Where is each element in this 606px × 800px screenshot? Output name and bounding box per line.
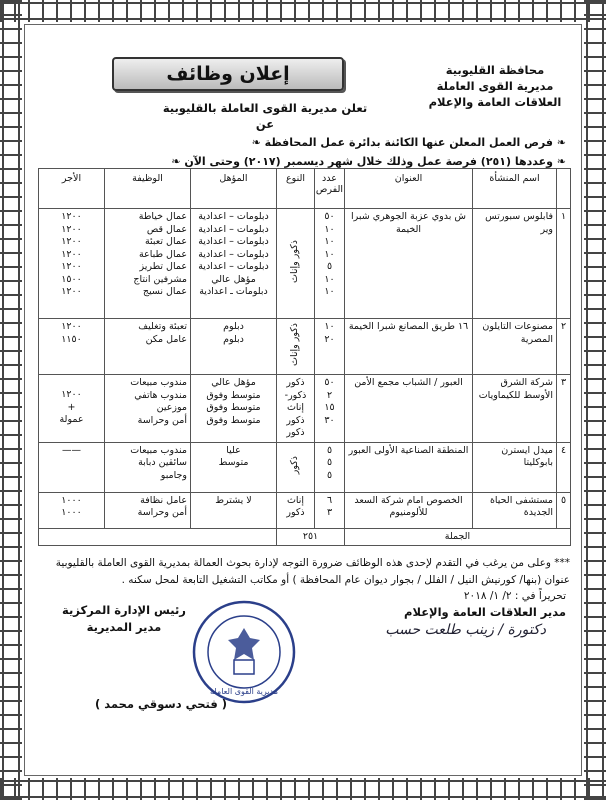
decorative-border-top [0,0,606,22]
table-header-row [39,169,571,209]
gender-text: ذكور [289,455,301,474]
table-row [39,375,571,443]
pr-director-signature: دكتورة / زينب طلعت حسب [385,622,546,638]
count-cell: ٥٠ ١٠ ١٠ ١٠ ٥ ١٠ ١٠ [315,209,345,319]
total-label: الجملة [345,528,571,546]
header-address: العنوان [345,169,473,209]
table-row [39,442,571,492]
job-cell: مندوب مبيعات سائقين دبابة وجامبو [105,442,191,492]
count-cell: ٦ ٣ [315,492,345,528]
intro-line-2: عن [255,117,275,131]
pr-director-title: مدير العلاقات العامة والإعلام [404,605,566,619]
wage-cell: ١٠٠٠ ١٠٠٠ [39,492,105,528]
header-company: اسم المنشأة [473,169,557,209]
governorate-name: محافظة القليوبية [445,63,545,77]
job-cell: عامل نظافة أمن وحراسة [105,492,191,528]
intro-block [100,100,430,132]
job-cell: تعبئة وتغليف عامل مكن [105,319,191,375]
header-gender: النوع [277,169,315,209]
row-number: ٥ [557,492,571,528]
directorate-name: مديرية القوى العاملة [436,79,554,93]
issue-date: تحريراً في : ٢/ ١/ ٢٠١٨ [463,590,566,602]
table-row [39,209,571,319]
address-cell: ١٦ طريق المصانع شبرا الخيمة [345,319,473,375]
header-count: عدد الفرص [315,169,345,209]
banner-title: إعلان وظائف [166,63,290,85]
count-line: ❧ وعددها (٢٥١) فرصة عمل وذلك خلال شهر ديسمبر (٢٠١٧) وحتى الآن ❧ [171,155,566,168]
gender-cell: ذكور ذكور-إناث ذكور ذكور [277,375,315,443]
total-row [39,528,571,546]
central-admin-signature-block [62,602,186,636]
job-cell: مندوب مبيعات مندوب هاتفي موزعين أمن وحراسة [105,375,191,443]
table-row [39,319,571,375]
address-cell: المنطقة الصناعية الأولى العبور [345,442,473,492]
wage-cell: ١٢٠٠ + عمولة [39,375,105,443]
total-value: ٢٥١ [277,528,345,546]
qualification-cell: مؤهل عالي متوسط وفوق متوسط وفوق متوسط وفوق [191,375,277,443]
organization-header [420,62,570,110]
company-cell: شركة الشرق الأوسط للكيماويات [473,375,557,443]
decorative-border-right [584,0,606,800]
company-cell: ميدل ايسترن بابوكليتا [473,442,557,492]
count-line-text: وعددها (٢٥١) فرصة عمل وذلك خلال شهر ديسمبر (٢٠١٧) وحتى الآن [184,155,553,168]
qualification-cell: لا يشترط [191,492,277,528]
central-admin-title: رئيس الإدارة المركزية [62,603,186,617]
address-cell: الخصوص امام شركة السعد للألومنيوم [345,492,473,528]
address-cell: ش بدوي عزبة الجوهري شبرا الخيمة [345,209,473,319]
wage-cell: ١٢٠٠ ١١٥٠ [39,319,105,375]
department-name: العلاقات العامة والإعلام [428,95,562,109]
count-cell: ٥٠ ٢ ١٥ ٣٠ [315,375,345,443]
wage-cell: —— [39,442,105,492]
count-cell: ٥ ٥ ٥ [315,442,345,492]
total-empty [39,528,277,546]
table-row [39,492,571,528]
stamp-text: مديرية القوى العاملة [209,687,279,696]
official-stamp-icon [190,598,298,706]
jobs-line: ❧ فرص العمل المعلن عنها الكائنة بدائرة عمل المحافظة ❧ [251,136,566,149]
gender-cell: إناث ذكور [277,492,315,528]
gender-cell [277,319,315,375]
row-number: ٢ [557,319,571,375]
gender-cell [277,442,315,492]
header-qualification: المؤهل [191,169,277,209]
intro-line-1: تعلن مديرية القوى العاملة بالقليوبية [162,101,368,115]
decorative-border-bottom [0,778,606,800]
row-number: ١ [557,209,571,319]
company-cell: فابلوس سبورتس وير [473,209,557,319]
wage-cell: ١٢٠٠ ١٢٠٠ ١٢٠٠ ١٢٠٠ ١٢٠٠ ١٥٠٠ ١٢٠٠ [39,209,105,319]
count-cell: ١٠ ٢٠ [315,319,345,375]
company-cell: مصنوعات التايلون المصرية [473,319,557,375]
director-name: ( فتحي دسوقي محمد ) [95,697,228,711]
qualification-cell: دبلوم دبلوم [191,319,277,375]
row-number: ٤ [557,442,571,492]
announcement-banner [112,57,344,91]
application-note: *** وعلى من يرغب في التقدم لإحدى هذه الوظائف ضرورة التوجه لإدارة بحوث العمالة بمديرية القوى العاملة بالقليوبية عنوان (بنها/ كورنيش النيل / الفلل / بجوار ديوان عام المحافظة ) أو مكاتب التشغيل التابعة لمحل سكنه . [55,557,570,586]
header-num [557,169,571,209]
gender-text: ذكور وإناث [289,239,301,283]
header-wage: الأجر [39,169,105,209]
address-cell: العبور / الشباب مجمع الأمن [345,375,473,443]
header-job: الوظيفة [105,169,191,209]
jobs-line-text: فرص العمل المعلن عنها الكائنة بدائرة عمل المحافظة [264,136,553,149]
qualification-cell: دبلومات – اعدادية دبلومات – اعدادية دبلومات – اعدادية دبلومات – اعدادية دبلومات – اعدادية مؤهل عالي دبلومات ـ اعدادية [191,209,277,319]
qualification-cell: عليا متوسط [191,442,277,492]
job-cell: عمال خياطة عمال قص عمال تعبئة عمال طباعة عمال تطريز مشرفين انتاج عمال نسيج [105,209,191,319]
directorate-head-title: مدير المديرية [86,620,162,634]
row-number: ٣ [557,375,571,443]
jobs-table [38,168,571,546]
gender-text: ذكور وإناث [289,322,301,366]
decorative-border-left [0,0,22,800]
eagle-emblem-icon [228,628,260,660]
company-cell: مستشفى الحياة الجديدة [473,492,557,528]
gender-cell [277,209,315,319]
